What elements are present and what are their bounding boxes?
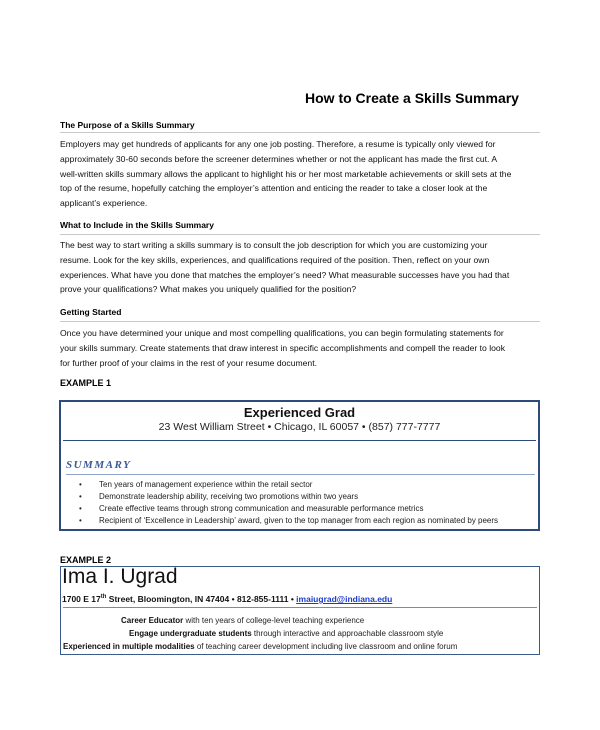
resume-name: Ima I. Ugrad (62, 565, 178, 588)
bullet-text: Demonstrate leadership ability, receiving two promotions within two years (99, 492, 359, 501)
example-2-label: EXAMPLE 2 (60, 555, 112, 565)
resume-header-divider (63, 440, 536, 441)
resume-contact: 23 West William Street • Chicago, IL 60057 • (857) 777-7777 (158, 421, 441, 433)
list-item (79, 503, 498, 515)
paragraph-line: The best way to start writing a skills summary is to consult the job description for which you are customizing your (60, 240, 488, 250)
paragraph-line: well-written skills summary allows the applicant to highlight his or her most marketable achievements or skill sets at the (60, 168, 512, 179)
list-item (79, 515, 498, 527)
resume-name: Experienced Grad (243, 405, 356, 420)
paragraph-line: Employers may get hundreds of applicants for any one job posting. Therefore, a resume is typically only viewed for (60, 139, 496, 149)
summary-line (63, 642, 457, 651)
section-paragraph-getting-started (60, 326, 545, 370)
section-divider (60, 321, 540, 322)
paragraph-line: applicant’s experience. (60, 198, 148, 209)
section-divider (60, 132, 540, 133)
summary-line-text: through interactive and approachable classroom style (251, 629, 444, 638)
section-paragraph-purpose (60, 137, 545, 211)
example-1-resume-box (59, 400, 540, 531)
address-number: 1700 E 17 (62, 594, 101, 604)
email-link[interactable]: imaiugrad@indiana.edu (296, 594, 393, 604)
section-divider (60, 234, 540, 235)
list-item (79, 479, 498, 491)
resume-header-divider (63, 607, 537, 608)
list-item (79, 491, 498, 503)
summary-line-text: of teaching career development including live classroom and online forum (194, 642, 458, 651)
paragraph-line: experiences. What have you done that matches the employer’s need? What measurable successes have you had that (60, 269, 510, 280)
bullet-text: Create effective teams through strong communication and measurable performance metrics (99, 504, 424, 513)
section-heading-include: What to Include in the Skills Summary (60, 220, 214, 230)
summary-line-bold: Engage undergraduate students (129, 629, 252, 638)
summary-divider (66, 474, 535, 475)
section-heading-purpose: The Purpose of a Skills Summary (60, 120, 195, 130)
bullet-icon: • (79, 492, 82, 501)
bullet-text: Recipient of ‘Excellence in Leadership’ award, given to the top manager from each region as nominated by peers (99, 516, 499, 525)
paragraph-line: approximately 30-60 seconds before the screener determines whether or not the applicant has made the first cut. A (60, 153, 498, 164)
summary-heading: SUMMARY (66, 459, 132, 471)
bullet-icon: • (79, 480, 82, 489)
paragraph-line: prove your qualifications? What makes you uniquely qualified for the position? (60, 284, 357, 295)
resume-contact (62, 594, 392, 604)
address-rest: Street, Bloomington, IN 47404 • 812-855-1111 • (106, 594, 297, 604)
summary-line-text: with ten years of college-level teaching experience (183, 616, 365, 625)
example-2-resume-box (60, 566, 540, 655)
paragraph-line: Once you have determined your unique and most compelling qualifications, you can begin formulating statements for (60, 328, 504, 338)
address-ordinal: th (100, 594, 107, 601)
document-title: How to Create a Skills Summary (305, 90, 519, 106)
bullet-text: Ten years of management experience within the retail sector (99, 480, 313, 489)
summary-line-bold: Career Educator (121, 616, 184, 625)
bullet-icon: • (79, 504, 82, 513)
paragraph-line: your skills summary. Create statements that draw interest in specific accomplishments and compell the reader to look (60, 342, 505, 353)
summary-line (121, 616, 364, 625)
summary-line (129, 629, 443, 638)
summary-bullet-list (79, 479, 498, 527)
paragraph-line: for further proof of your claims in the rest of your resume document. (60, 357, 317, 368)
bullet-icon: • (79, 516, 82, 525)
summary-line-bold: Experienced in multiple modalities (63, 642, 195, 651)
section-paragraph-include (60, 238, 545, 297)
example-1-label: EXAMPLE 1 (60, 378, 112, 388)
section-heading-getting-started: Getting Started (60, 307, 122, 317)
paragraph-line: top of the resume, hopefully catching the employer’s attention and enticing the reader to take a closer look at the (60, 183, 488, 194)
paragraph-line: resume. Look for the key skills, experiences, and qualifications required of the position. Then, reflect on your own (60, 254, 490, 265)
